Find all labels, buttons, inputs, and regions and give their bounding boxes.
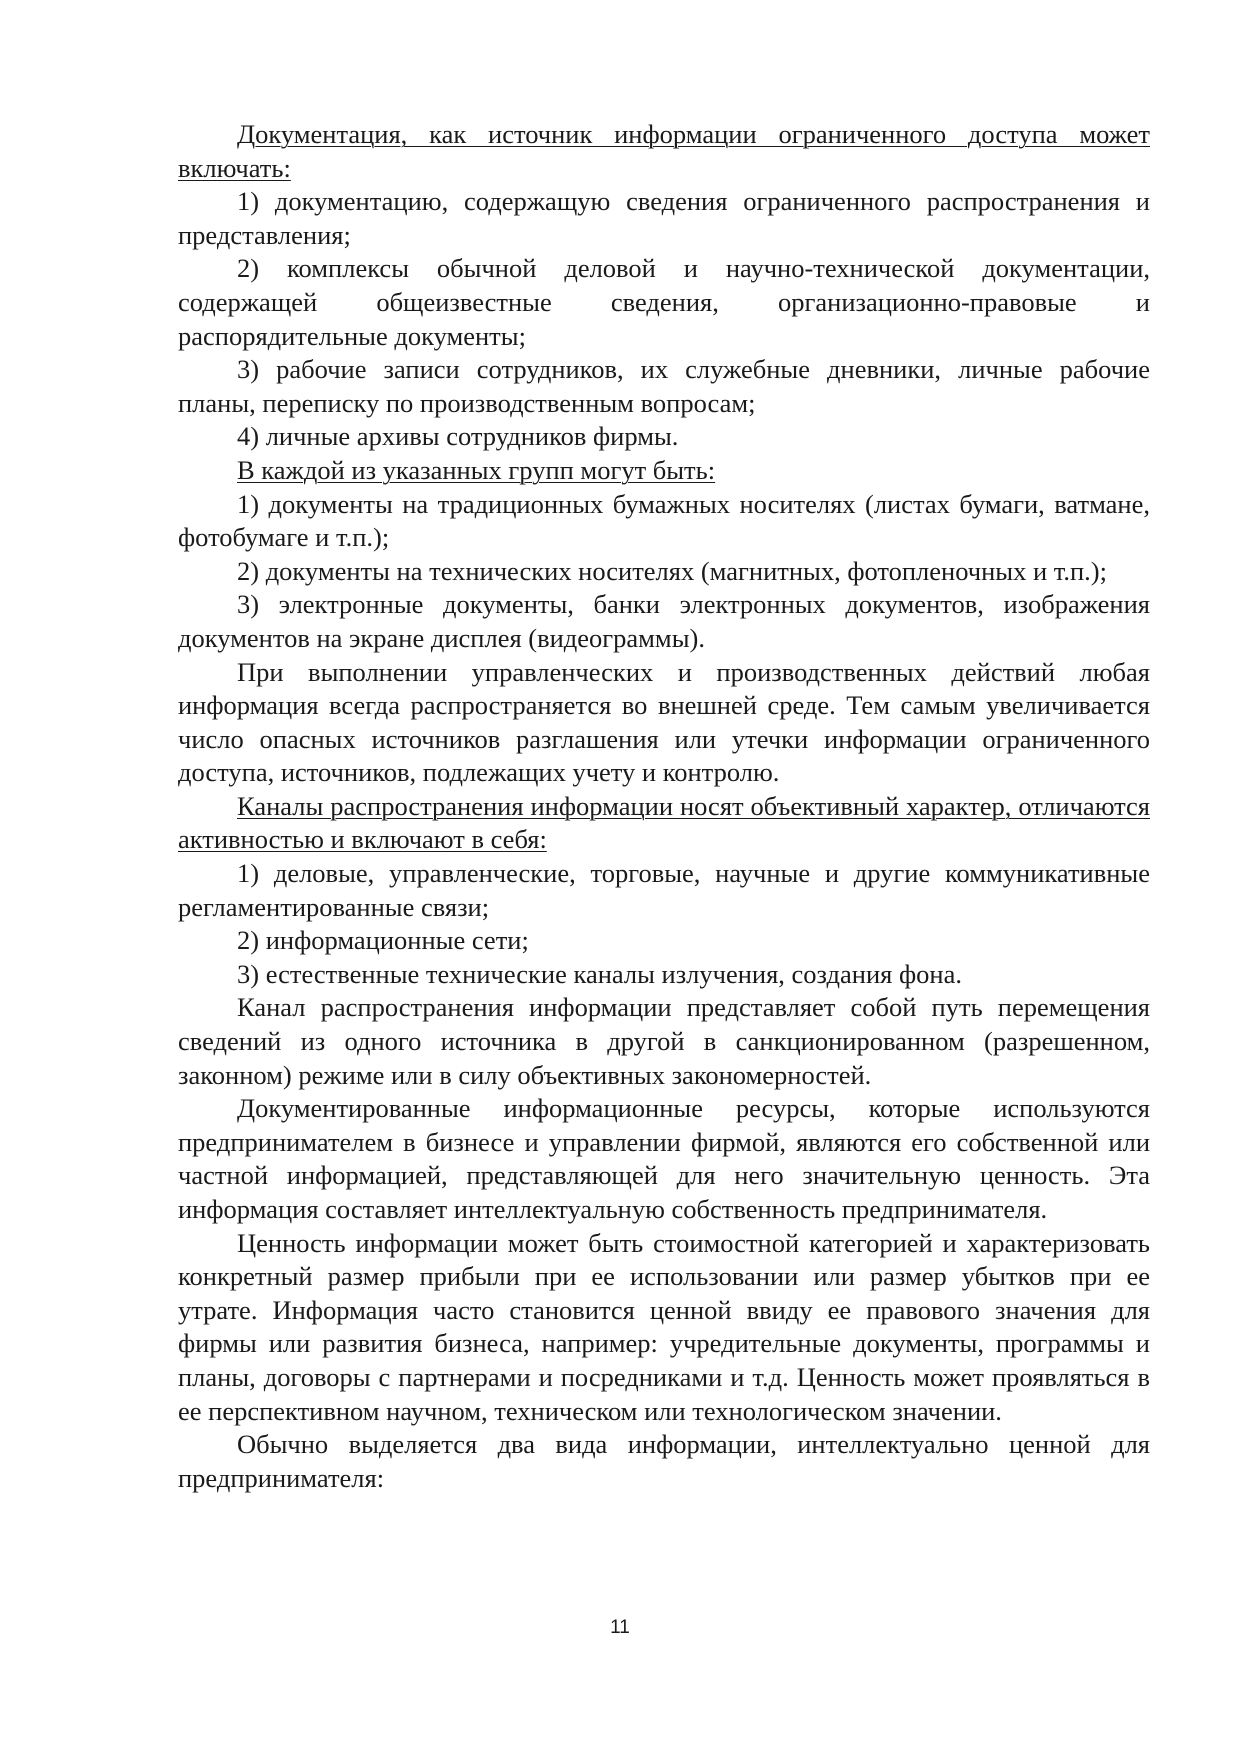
underlined-heading: Каналы распространения информации носят объективный характер, отличаются активностью и включают в себя: — [178, 790, 1150, 855]
list-item: 3) рабочие записи сотрудников, их служебные дневники, личные рабочие планы, переписку по производственным вопросам; — [178, 354, 1150, 418]
list-item: 1) документы на традиционных бумажных носителях (листах бумаги, ватмане, фотобумаге и т.п.); — [178, 488, 1150, 553]
list-item: 3) естественные технические каналы излучения, создания фона. — [237, 958, 962, 989]
page-number: 11 — [610, 1617, 630, 1638]
paragraph: Документированные информационные ресурсы, которые используются предпринимателем в бизнесе и управлении фирмой, являются его собственной или частной информацией, представляющей для него значительную ценность. Эта информация составляет интеллектуальную собственность предпринимателя. — [178, 1093, 1150, 1224]
paragraph-channels — [178, 790, 1150, 857]
paragraph: Ценность информации может быть стоимостной категорией и характеризовать конкретный размер прибыли при ее использовании или размер убытков при ее утрате. Информация часто становится ценной ввиду ее правового значения для фирмы или развития бизнеса, например: учредительные документы, программы и планы, договоры с партнерами и посредниками и т.д. Ценность может проявляться в ее перспективном научном, техническом или технологическом значении. — [178, 1227, 1150, 1426]
paragraph: Канал распространения информации представляет собой путь перемещения сведений из одного источника в другой в санкционированном (разрешенном, законном) режиме или в силу объективных закономерностей. — [178, 992, 1150, 1090]
paragraph: Обычно выделяется два вида информации, интеллектуально ценной для предпринимателя: — [178, 1429, 1150, 1493]
list-item: 2) информационные сети; — [237, 925, 529, 956]
list-item: 4) личные архивы сотрудников фирмы. — [237, 421, 679, 452]
paragraph: При выполнении управленческих и производственных действий любая информация всегда распространяется во внешней среде. Тем самым увеличивается число опасных источников разглашения или утечки информации ограниченного доступа, источников, подлежащих учету и контролю. — [178, 656, 1150, 788]
underlined-heading: Документация, как источник информации ограниченного доступа может включать: — [178, 119, 1150, 183]
underlined-heading: В каждой из указанных групп могут быть: — [237, 454, 716, 485]
list-item: 1) документацию, содержащую сведения ограниченного распространения и представления; — [178, 186, 1150, 250]
list-item: 1) деловые, управленческие, торговые, научные и другие коммуникативные регламентированные связи; — [178, 858, 1150, 922]
list-item: 3) электронные документы, банки электронных документов, изображения документов на экране дисплея (видеограммы). — [178, 589, 1150, 653]
paragraph-intro — [178, 118, 1150, 185]
list-item: 2) документы на технических носителях (магнитных, фотопленочных и т.п.); — [237, 555, 1107, 586]
list-item: 2) комплексы обычной деловой и научно-технической документации, содержащей общеизвестные сведения, организационно-правовые и распорядительные документы; — [178, 253, 1150, 351]
document-body — [178, 118, 1150, 1495]
paragraph-groups — [178, 454, 1150, 488]
